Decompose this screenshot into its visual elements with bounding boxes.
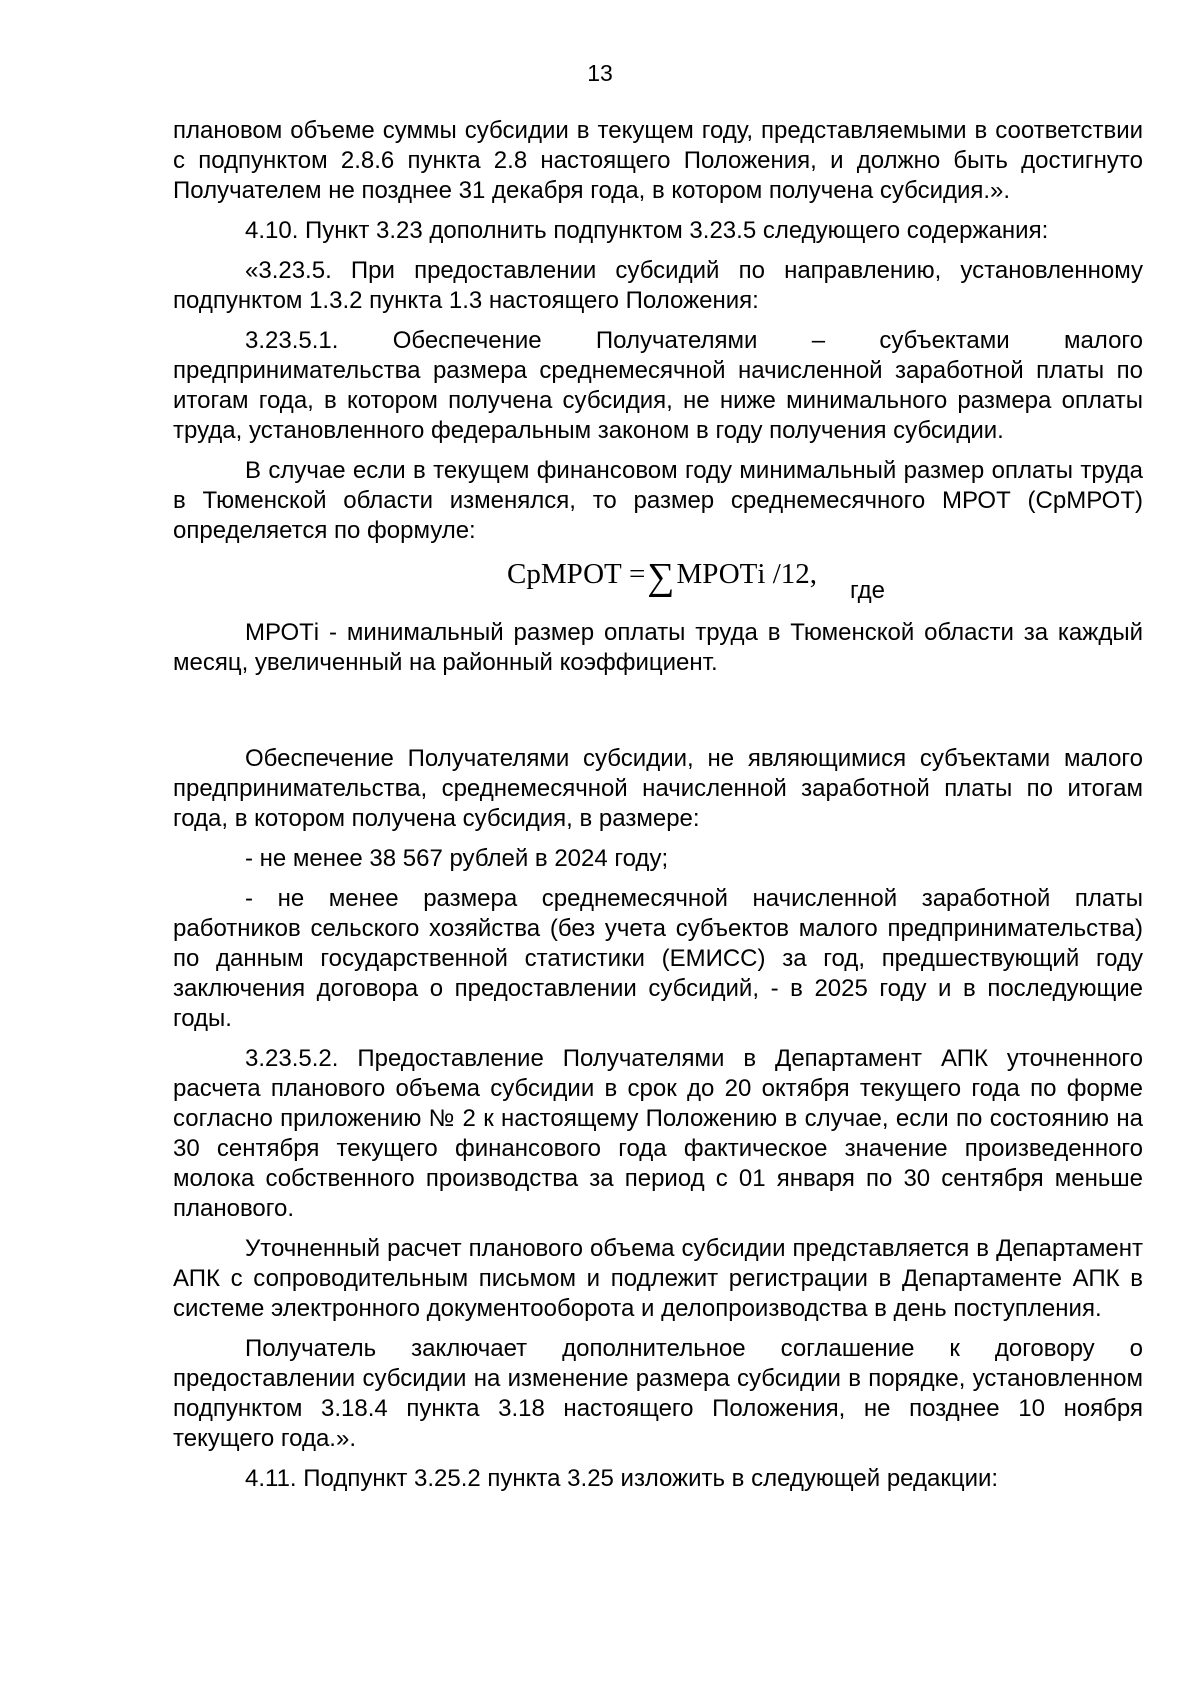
formula-srmrot — [173, 552, 1143, 608]
formula-right: МРОТi /12, — [676, 558, 818, 590]
paragraph-6: МРОТi - минимальный размер оплаты труда в Тюменской области за каждый месяц, увеличенный на районный коэффициент. — [173, 619, 1143, 676]
paragraph-4: 3.23.5.1. Обеспечение Получателями – субъектами малого предпринимательства размера среднемесячной начисленной заработной платы по итогам года, в котором получена субсидия, не ниже минимального размера оплаты труда, установленного федеральным законом в году получения субсидии. — [173, 327, 1143, 444]
paragraph-8: - не менее 38 567 рублей в 2024 году; — [245, 845, 669, 872]
formula-expression — [507, 554, 818, 598]
paragraph-7: Обеспечение Получателями субсидии, не являющимися субъектами малого предпринимательства, среднемесячной начисленной заработной платы по итогам года, в котором получена субсидия, в размере: — [173, 745, 1143, 832]
paragraph-1: плановом объеме суммы субсидии в текущем году, представляемыми в соответствии с подпунктом 2.8.6 пункта 2.8 настоящего Положения, и должно быть достигнуто Получателем не позднее 31 декабря года, в котором получена субсидия.». — [173, 117, 1143, 204]
page-number: 13 — [587, 60, 613, 86]
blank-space — [173, 678, 1143, 734]
paragraph-13: 4.11. Подпункт 3.25.2 пункта 3.25 изложить в следующей редакции: — [245, 1465, 999, 1492]
document-body — [173, 116, 1143, 1494]
paragraph-5: В случае если в текущем финансовом году минимальный размер оплаты труда в Тюменской области изменялся, то размер среднемесячного МРОТ (СрМРОТ) определяется по формуле: — [173, 457, 1143, 544]
paragraph-12: Получатель заключает дополнительное соглашение к договору о предоставлении субсидии на изменение размера субсидии в порядке, установленном подпунктом 3.18.4 пункта 3.18 настоящего Положения, не позднее 10 ноября текущего года.». — [173, 1335, 1143, 1452]
formula-left: СрМРОТ = — [507, 558, 646, 590]
sigma-icon: ∑ — [647, 556, 675, 598]
paragraph-3: «3.23.5. При предоставлении субсидий по направлению, установленному подпунктом 1.3.2 пункта 1.3 настоящего Положения: — [173, 257, 1143, 314]
paragraph-11: Уточненный расчет планового объема субсидии представляется в Департамент АПК с сопроводительным письмом и подлежит регистрации в Департаменте АПК в системе электронного документооборота и делопроизводства в день поступления. — [173, 1235, 1143, 1322]
paragraph-9: - не менее размера среднемесячной начисленной заработной платы работников сельского хозяйства (без учета субъектов малого предпринимательства) по данным государственной статистики (ЕМИСС) за год, предшествующий году заключения договора о предоставлении субсидий, - в 2025 году и в последующие годы. — [173, 885, 1143, 1032]
paragraph-10: 3.23.5.2. Предоставление Получателями в Департамент АПК уточненного расчета планового объема субсидии в срок до 20 октября текущего года по форме согласно приложению № 2 к настоящему Положению в случае, если по состоянию на 30 сентября текущего финансового года фактическое значение произведенного молока собственного производства за период с 01 января по 30 сентября меньше планового. — [173, 1045, 1143, 1222]
paragraph-2: 4.10. Пункт 3.23 дополнить подпунктом 3.23.5 следующего содержания: — [245, 217, 1049, 244]
formula-where: где — [850, 577, 886, 604]
